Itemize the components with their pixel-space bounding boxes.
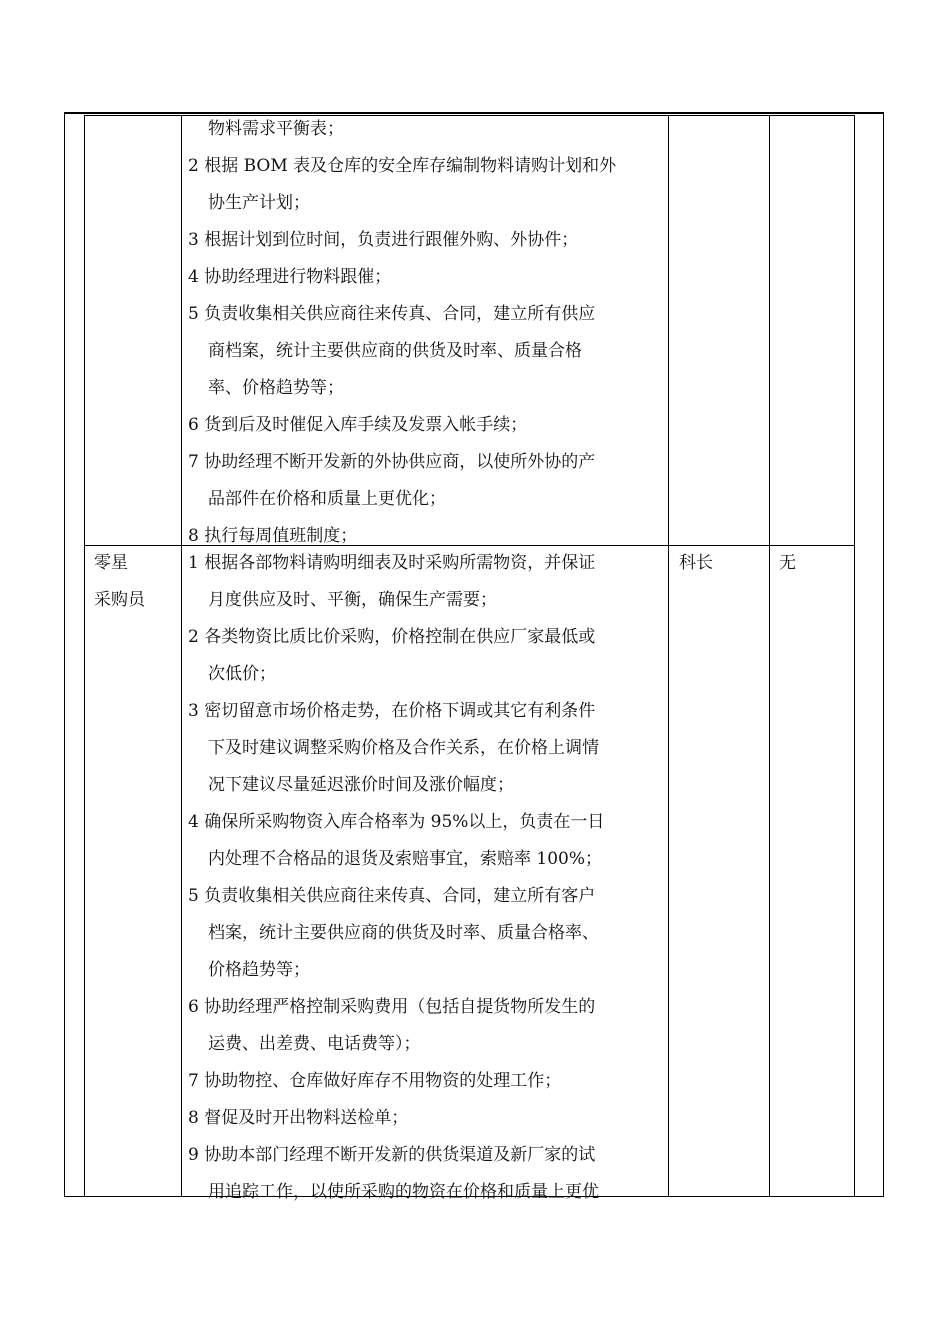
duty-line: 4 协助经理进行物料跟催； bbox=[188, 267, 392, 287]
row-1-duties-cell bbox=[188, 545, 604, 1211]
duty-line: 价格趋势等； bbox=[208, 960, 310, 980]
column-divider-superior bbox=[769, 115, 770, 1197]
duty-line: 8 执行每周值班制度； bbox=[188, 526, 358, 546]
duty-line: 次低价； bbox=[208, 664, 276, 684]
duty-line: 档案，统计主要供应商的供货及时率、质量合格率、 bbox=[208, 923, 599, 943]
duty-line: 2 各类物资比质比价采购，价格控制在供应厂家最低或 bbox=[188, 627, 596, 647]
role-line: 采购员 bbox=[94, 590, 145, 610]
duty-line: 率、价格趋势等； bbox=[208, 378, 344, 398]
row-1-role-cell bbox=[94, 545, 145, 619]
duty-line: 9 协助本部门经理不断开发新的供货渠道及新厂家的试 bbox=[188, 1145, 596, 1165]
duty-line: 物料需求平衡表； bbox=[208, 119, 344, 139]
duty-line: 6 货到后及时催促入库手续及发票入帐手续； bbox=[188, 415, 528, 435]
inner-left-border bbox=[84, 115, 85, 1197]
row-1-superior-cell bbox=[679, 545, 713, 582]
duty-line: 运费、出差费、电话费等）； bbox=[208, 1034, 421, 1054]
duty-line: 3 根据计划到位时间，负责进行跟催外购、外协件； bbox=[188, 230, 579, 250]
duty-line: 月度供应及时、平衡，确保生产需要； bbox=[208, 590, 497, 610]
duty-line: 3 密切留意市场价格走势，在价格下调或其它有利条件 bbox=[188, 701, 596, 721]
duty-line: 5 负责收集相关供应商往来传真、合同，建立所有客户 bbox=[188, 886, 596, 906]
duty-line: 用追踪工作，以使所采购的物资在价格和质量上更优 bbox=[208, 1182, 599, 1202]
role-line: 零星 bbox=[94, 553, 128, 573]
duty-line: 内处理不合格品的退货及索赔事宜，索赔率 100%； bbox=[208, 849, 603, 869]
duty-line: 协生产计划； bbox=[208, 193, 310, 213]
duty-line: 7 协助物控、仓库做好库存不用物资的处理工作； bbox=[188, 1071, 562, 1091]
row-1-subordinate-cell bbox=[779, 545, 796, 582]
duty-line: 8 督促及时开出物料送检单； bbox=[188, 1108, 409, 1128]
column-divider-role bbox=[181, 115, 182, 1197]
duty-line: 下及时建议调整采购价格及合作关系，在价格上调情 bbox=[208, 738, 599, 758]
superior-text: 科长 bbox=[679, 553, 713, 573]
subordinate-text: 无 bbox=[779, 553, 796, 573]
column-divider-duties bbox=[668, 115, 669, 1197]
duty-line: 7 协助经理不断开发新的外协供应商，以使所外协的产 bbox=[188, 452, 596, 472]
duty-line: 况下建议尽量延迟涨价时间及涨价幅度； bbox=[208, 775, 514, 795]
duty-line: 1 根据各部物料请购明细表及时采购所需物资，并保证 bbox=[188, 553, 596, 573]
outer-right-border bbox=[883, 112, 884, 1197]
row-0-duties-cell bbox=[188, 111, 616, 555]
inner-right-border bbox=[854, 115, 855, 1197]
duty-line: 4 确保所采购物资入库合格率为 95%以上，负责在一日 bbox=[188, 812, 605, 832]
duty-line: 商档案，统计主要供应商的供货及时率、质量合格 bbox=[208, 341, 582, 361]
outer-left-border bbox=[64, 112, 65, 1197]
duty-line: 品部件在价格和质量上更优化； bbox=[208, 489, 446, 509]
duty-line: 5 负责收集相关供应商往来传真、合同，建立所有供应 bbox=[188, 304, 596, 324]
duty-line: 2 根据 BOM 表及仓库的安全库存编制物料请购计划和外 bbox=[188, 156, 617, 176]
duty-line: 6 协助经理严格控制采购费用（包括自提货物所发生的 bbox=[188, 997, 596, 1017]
